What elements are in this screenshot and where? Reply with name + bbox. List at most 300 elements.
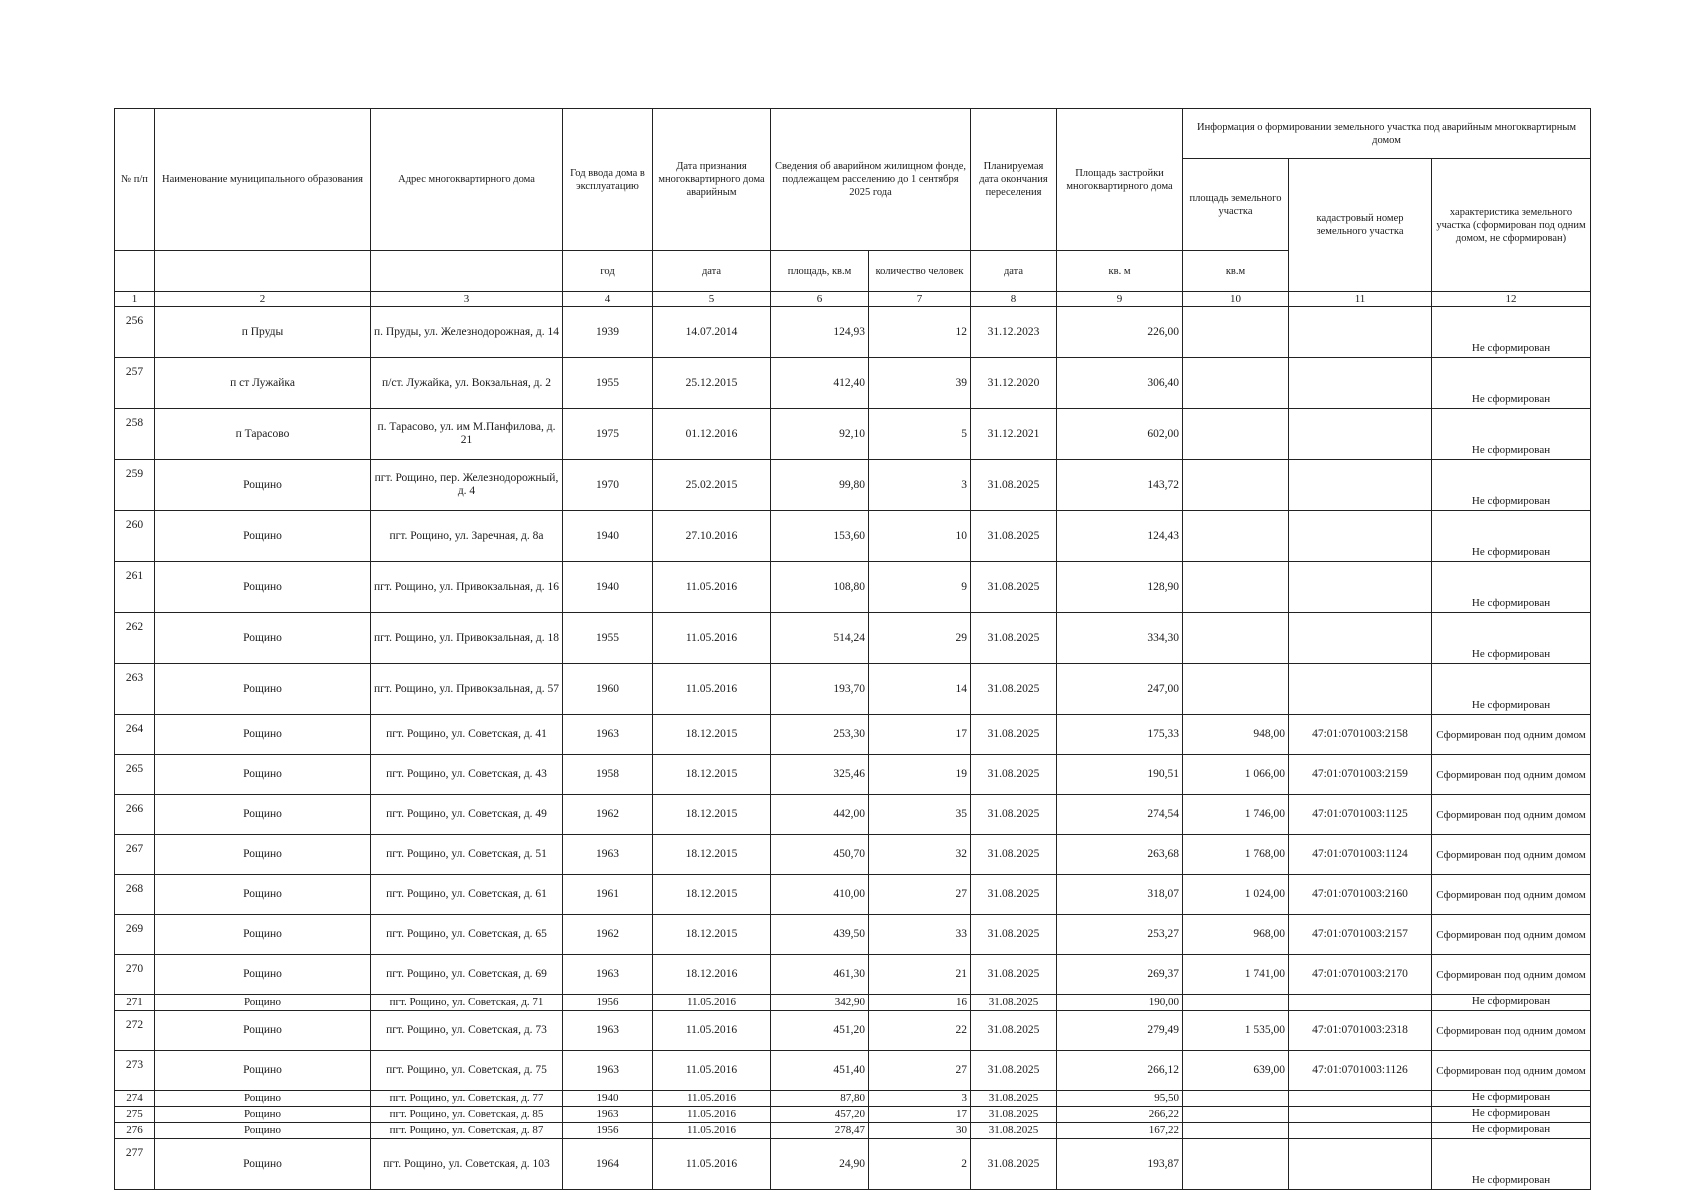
municipality-cell: Рощино (155, 1107, 371, 1123)
land-status-cell: Сформирован под одним домом (1432, 1011, 1591, 1051)
header-recognition-date: Дата признания многоквартирного дома аварийным (653, 109, 771, 251)
area-cell: 124,93 (771, 307, 869, 358)
building-area-cell: 143,72 (1057, 460, 1183, 511)
area-cell: 253,30 (771, 715, 869, 755)
column-number: 11 (1289, 292, 1432, 307)
document-sheet (114, 108, 1590, 1190)
header-land-info: Информация о формировании земельного участка под аварийным многоквартирным домом (1183, 109, 1591, 159)
land-area-cell: 1 741,00 (1183, 955, 1289, 995)
municipality-cell: Рощино (155, 915, 371, 955)
planned-date-cell: 31.08.2025 (971, 1051, 1057, 1091)
land-status-cell: Не сформирован (1432, 664, 1591, 715)
people-cell: 27 (869, 875, 971, 915)
cadastral-cell: 47:01:0701003:2170 (1289, 955, 1432, 995)
municipality-cell: Рощино (155, 995, 371, 1011)
recognition-date-cell: 11.05.2016 (653, 1011, 771, 1051)
people-cell: 14 (869, 664, 971, 715)
table-row (115, 715, 1591, 755)
area-cell: 514,24 (771, 613, 869, 664)
recognition-date-cell: 11.05.2016 (653, 1091, 771, 1107)
planned-date-cell: 31.08.2025 (971, 664, 1057, 715)
building-area-cell: 128,90 (1057, 562, 1183, 613)
area-cell: 193,70 (771, 664, 869, 715)
building-area-cell: 279,49 (1057, 1011, 1183, 1051)
address-cell: пгт. Рощино, ул. Советская, д. 69 (371, 955, 563, 995)
recognition-date-cell: 11.05.2016 (653, 1123, 771, 1139)
recognition-date-cell: 11.05.2016 (653, 613, 771, 664)
cadastral-cell: 47:01:0701003:2160 (1289, 875, 1432, 915)
cadastral-cell (1289, 358, 1432, 409)
column-number: 5 (653, 292, 771, 307)
land-status-cell: Сформирован под одним домом (1432, 835, 1591, 875)
column-number-row (115, 292, 1591, 307)
recognition-date-cell: 18.12.2016 (653, 955, 771, 995)
cadastral-cell: 47:01:0701003:1126 (1289, 1051, 1432, 1091)
land-status-cell: Сформирован под одним домом (1432, 955, 1591, 995)
address-cell: п. Тарасово, ул. им М.Панфилова, д. 21 (371, 409, 563, 460)
unit-people: количество человек (869, 251, 971, 292)
municipality-cell: Рощино (155, 835, 371, 875)
table-row (115, 995, 1591, 1011)
row-number: 257 (115, 358, 155, 409)
land-area-cell (1183, 995, 1289, 1011)
people-cell: 16 (869, 995, 971, 1011)
table-row (115, 511, 1591, 562)
cadastral-cell (1289, 1107, 1432, 1123)
header-year: Год ввода дома в эксплуатацию (563, 109, 653, 251)
address-cell: пгт. Рощино, ул. Советская, д. 85 (371, 1107, 563, 1123)
building-area-cell: 190,51 (1057, 755, 1183, 795)
land-status-cell: Сформирован под одним домом (1432, 875, 1591, 915)
address-cell: пгт. Рощино, ул. Привокзальная, д. 16 (371, 562, 563, 613)
row-number: 268 (115, 875, 155, 915)
land-status-cell: Сформирован под одним домом (1432, 715, 1591, 755)
area-cell: 439,50 (771, 915, 869, 955)
land-area-cell (1183, 1091, 1289, 1107)
land-status-cell: Не сформирован (1432, 358, 1591, 409)
area-cell: 457,20 (771, 1107, 869, 1123)
building-area-cell: 274,54 (1057, 795, 1183, 835)
address-cell: пгт. Рощино, ул. Советская, д. 65 (371, 915, 563, 955)
column-number: 2 (155, 292, 371, 307)
planned-date-cell: 31.08.2025 (971, 562, 1057, 613)
planned-date-cell: 31.12.2021 (971, 409, 1057, 460)
row-number: 263 (115, 664, 155, 715)
people-cell: 17 (869, 715, 971, 755)
people-cell: 19 (869, 755, 971, 795)
planned-date-cell: 31.08.2025 (971, 875, 1057, 915)
land-area-cell: 1 746,00 (1183, 795, 1289, 835)
municipality-cell: Рощино (155, 955, 371, 995)
header-land-characteristic: характеристика земельного участка (сформирован под одним домом, не сформирован) (1432, 159, 1591, 292)
address-cell: п. Пруды, ул. Железнодорожная, д. 14 (371, 307, 563, 358)
planned-date-cell: 31.12.2020 (971, 358, 1057, 409)
building-area-cell: 318,07 (1057, 875, 1183, 915)
building-area-cell: 266,22 (1057, 1107, 1183, 1123)
planned-date-cell: 31.08.2025 (971, 460, 1057, 511)
land-area-cell: 948,00 (1183, 715, 1289, 755)
municipality-cell: Рощино (155, 1139, 371, 1190)
land-area-cell (1183, 1123, 1289, 1139)
column-number: 4 (563, 292, 653, 307)
cadastral-cell: 47:01:0701003:2318 (1289, 1011, 1432, 1051)
municipality-cell: Рощино (155, 755, 371, 795)
cadastral-cell (1289, 664, 1432, 715)
land-area-cell (1183, 511, 1289, 562)
year-cell: 1958 (563, 755, 653, 795)
recognition-date-cell: 25.12.2015 (653, 358, 771, 409)
address-cell: пгт. Рощино, ул. Советская, д. 43 (371, 755, 563, 795)
table-row (115, 409, 1591, 460)
area-cell: 450,70 (771, 835, 869, 875)
unit-empty (155, 251, 371, 292)
table-row (115, 1123, 1591, 1139)
land-status-cell: Не сформирован (1432, 307, 1591, 358)
area-cell: 342,90 (771, 995, 869, 1011)
people-cell: 22 (869, 1011, 971, 1051)
table-row (115, 955, 1591, 995)
year-cell: 1940 (563, 562, 653, 613)
land-area-cell: 1 024,00 (1183, 875, 1289, 915)
row-number: 273 (115, 1051, 155, 1091)
row-number: 277 (115, 1139, 155, 1190)
people-cell: 21 (869, 955, 971, 995)
building-area-cell: 167,22 (1057, 1123, 1183, 1139)
column-number: 7 (869, 292, 971, 307)
municipality-cell: Рощино (155, 715, 371, 755)
area-cell: 412,40 (771, 358, 869, 409)
people-cell: 3 (869, 1091, 971, 1107)
planned-date-cell: 31.08.2025 (971, 511, 1057, 562)
people-cell: 9 (869, 562, 971, 613)
column-number: 10 (1183, 292, 1289, 307)
cadastral-cell (1289, 995, 1432, 1011)
cadastral-cell (1289, 1139, 1432, 1190)
header-municipality: Наименование муниципального образования (155, 109, 371, 251)
area-cell: 153,60 (771, 511, 869, 562)
land-area-cell: 1 768,00 (1183, 835, 1289, 875)
municipality-cell: Рощино (155, 875, 371, 915)
recognition-date-cell: 18.12.2015 (653, 715, 771, 755)
municipality-cell: Рощино (155, 1123, 371, 1139)
municipality-cell: п Тарасово (155, 409, 371, 460)
year-cell: 1960 (563, 664, 653, 715)
address-cell: пгт. Рощино, ул. Советская, д. 61 (371, 875, 563, 915)
municipality-cell: Рощино (155, 613, 371, 664)
building-area-cell: 247,00 (1057, 664, 1183, 715)
planned-date-cell: 31.08.2025 (971, 1107, 1057, 1123)
people-cell: 35 (869, 795, 971, 835)
recognition-date-cell: 18.12.2015 (653, 875, 771, 915)
recognition-date-cell: 11.05.2016 (653, 664, 771, 715)
cadastral-cell (1289, 307, 1432, 358)
land-status-cell: Не сформирован (1432, 1091, 1591, 1107)
people-cell: 12 (869, 307, 971, 358)
row-number: 272 (115, 1011, 155, 1051)
area-cell: 325,46 (771, 755, 869, 795)
building-area-cell: 175,33 (1057, 715, 1183, 755)
table-header (115, 109, 1591, 307)
row-number: 256 (115, 307, 155, 358)
table-row (115, 358, 1591, 409)
land-status-cell: Не сформирован (1432, 1139, 1591, 1190)
building-area-cell: 602,00 (1057, 409, 1183, 460)
recognition-date-cell: 27.10.2016 (653, 511, 771, 562)
unit-land-area: кв.м (1183, 251, 1289, 292)
table-row (115, 1139, 1591, 1190)
people-cell: 17 (869, 1107, 971, 1123)
unit-empty (371, 251, 563, 292)
unit-year: год (563, 251, 653, 292)
planned-date-cell: 31.08.2025 (971, 1011, 1057, 1051)
people-cell: 3 (869, 460, 971, 511)
planned-date-cell: 31.08.2025 (971, 835, 1057, 875)
year-cell: 1970 (563, 460, 653, 511)
land-status-cell: Не сформирован (1432, 562, 1591, 613)
table-row (115, 562, 1591, 613)
municipality-cell: п Пруды (155, 307, 371, 358)
area-cell: 461,30 (771, 955, 869, 995)
address-cell: пгт. Рощино, ул. Советская, д. 73 (371, 1011, 563, 1051)
people-cell: 32 (869, 835, 971, 875)
row-number: 265 (115, 755, 155, 795)
row-number: 274 (115, 1091, 155, 1107)
row-number: 266 (115, 795, 155, 835)
year-cell: 1964 (563, 1139, 653, 1190)
recognition-date-cell: 18.12.2015 (653, 835, 771, 875)
recognition-date-cell: 18.12.2015 (653, 755, 771, 795)
recognition-date-cell: 18.12.2015 (653, 795, 771, 835)
column-number: 3 (371, 292, 563, 307)
land-area-cell: 639,00 (1183, 1051, 1289, 1091)
municipality-cell: Рощино (155, 511, 371, 562)
header-land-area: площадь земельного участка (1183, 159, 1289, 251)
header-address: Адрес многоквартирного дома (371, 109, 563, 251)
planned-date-cell: 31.12.2023 (971, 307, 1057, 358)
year-cell: 1955 (563, 358, 653, 409)
table-row (115, 1091, 1591, 1107)
municipality-cell: Рощино (155, 460, 371, 511)
area-cell: 87,80 (771, 1091, 869, 1107)
land-area-cell (1183, 409, 1289, 460)
land-area-cell: 1 066,00 (1183, 755, 1289, 795)
land-status-cell: Не сформирован (1432, 995, 1591, 1011)
row-number: 270 (115, 955, 155, 995)
year-cell: 1940 (563, 1091, 653, 1107)
table-row (115, 664, 1591, 715)
table-row (115, 307, 1591, 358)
year-cell: 1963 (563, 715, 653, 755)
header-num: № п/п (115, 109, 155, 251)
land-status-cell: Не сформирован (1432, 460, 1591, 511)
year-cell: 1963 (563, 1051, 653, 1091)
people-cell: 39 (869, 358, 971, 409)
header-cadastral: кадастровый номер земельного участка (1289, 159, 1432, 292)
row-number: 269 (115, 915, 155, 955)
address-cell: пгт. Рощино, ул. Советская, д. 41 (371, 715, 563, 755)
recognition-date-cell: 11.05.2016 (653, 1139, 771, 1190)
header-planned-date: Планируемая дата окончания переселения (971, 109, 1057, 251)
building-area-cell: 190,00 (1057, 995, 1183, 1011)
land-area-cell (1183, 1139, 1289, 1190)
building-area-cell: 193,87 (1057, 1139, 1183, 1190)
table-row (115, 755, 1591, 795)
address-cell: пгт. Рощино, ул. Привокзальная, д. 18 (371, 613, 563, 664)
year-cell: 1940 (563, 511, 653, 562)
address-cell: пгт. Рощино, ул. Советская, д. 77 (371, 1091, 563, 1107)
column-number: 9 (1057, 292, 1183, 307)
address-cell: пгт. Рощино, ул. Заречная, д. 8а (371, 511, 563, 562)
table-row (115, 875, 1591, 915)
address-cell: пгт. Рощино, ул. Советская, д. 103 (371, 1139, 563, 1190)
address-cell: пгт. Рощино, ул. Привокзальная, д. 57 (371, 664, 563, 715)
unit-planned-date: дата (971, 251, 1057, 292)
building-area-cell: 266,12 (1057, 1051, 1183, 1091)
land-area-cell: 968,00 (1183, 915, 1289, 955)
row-number: 259 (115, 460, 155, 511)
planned-date-cell: 31.08.2025 (971, 915, 1057, 955)
land-area-cell (1183, 460, 1289, 511)
year-cell: 1963 (563, 1011, 653, 1051)
land-status-cell: Сформирован под одним домом (1432, 795, 1591, 835)
area-cell: 410,00 (771, 875, 869, 915)
planned-date-cell: 31.08.2025 (971, 755, 1057, 795)
recognition-date-cell: 18.12.2015 (653, 915, 771, 955)
planned-date-cell: 31.08.2025 (971, 955, 1057, 995)
cadastral-cell (1289, 562, 1432, 613)
planned-date-cell: 31.08.2025 (971, 1123, 1057, 1139)
year-cell: 1963 (563, 955, 653, 995)
recognition-date-cell: 14.07.2014 (653, 307, 771, 358)
cadastral-cell: 47:01:0701003:2158 (1289, 715, 1432, 755)
people-cell: 29 (869, 613, 971, 664)
land-status-cell: Сформирован под одним домом (1432, 1051, 1591, 1091)
year-cell: 1963 (563, 1107, 653, 1123)
cadastral-cell (1289, 613, 1432, 664)
row-number: 271 (115, 995, 155, 1011)
people-cell: 33 (869, 915, 971, 955)
building-area-cell: 263,68 (1057, 835, 1183, 875)
recognition-date-cell: 11.05.2016 (653, 1107, 771, 1123)
row-number: 267 (115, 835, 155, 875)
address-cell: пгт. Рощино, пер. Железнодорожный, д. 4 (371, 460, 563, 511)
planned-date-cell: 31.08.2025 (971, 1091, 1057, 1107)
land-area-cell (1183, 307, 1289, 358)
year-cell: 1939 (563, 307, 653, 358)
building-area-cell: 124,43 (1057, 511, 1183, 562)
municipality-cell: Рощино (155, 1091, 371, 1107)
municipality-cell: Рощино (155, 795, 371, 835)
area-cell: 92,10 (771, 409, 869, 460)
address-cell: пгт. Рощино, ул. Советская, д. 75 (371, 1051, 563, 1091)
address-cell: п/ст. Лужайка, ул. Вокзальная, д. 2 (371, 358, 563, 409)
year-cell: 1962 (563, 915, 653, 955)
land-area-cell (1183, 1107, 1289, 1123)
municipality-cell: Рощино (155, 1011, 371, 1051)
municipality-cell: Рощино (155, 562, 371, 613)
land-area-cell (1183, 664, 1289, 715)
planned-date-cell: 31.08.2025 (971, 1139, 1057, 1190)
table-row (115, 795, 1591, 835)
column-number: 1 (115, 292, 155, 307)
table-body (115, 307, 1591, 1190)
unit-area: площадь, кв.м (771, 251, 869, 292)
land-area-cell (1183, 358, 1289, 409)
people-cell: 27 (869, 1051, 971, 1091)
people-cell: 2 (869, 1139, 971, 1190)
land-status-cell: Сформирован под одним домом (1432, 755, 1591, 795)
land-status-cell: Не сформирован (1432, 1123, 1591, 1139)
column-number: 6 (771, 292, 869, 307)
cadastral-cell (1289, 1091, 1432, 1107)
people-cell: 30 (869, 1123, 971, 1139)
address-cell: пгт. Рощино, ул. Советская, д. 71 (371, 995, 563, 1011)
land-area-cell (1183, 613, 1289, 664)
unit-building-area: кв. м (1057, 251, 1183, 292)
area-cell: 24,90 (771, 1139, 869, 1190)
column-number: 12 (1432, 292, 1591, 307)
land-status-cell: Не сформирован (1432, 409, 1591, 460)
table-row (115, 835, 1591, 875)
land-status-cell: Сформирован под одним домом (1432, 915, 1591, 955)
unit-recognition-date: дата (653, 251, 771, 292)
year-cell: 1956 (563, 995, 653, 1011)
recognition-date-cell: 11.05.2016 (653, 995, 771, 1011)
year-cell: 1962 (563, 795, 653, 835)
address-cell: пгт. Рощино, ул. Советская, д. 51 (371, 835, 563, 875)
area-cell: 108,80 (771, 562, 869, 613)
recognition-date-cell: 01.12.2016 (653, 409, 771, 460)
land-area-cell: 1 535,00 (1183, 1011, 1289, 1051)
cadastral-cell (1289, 511, 1432, 562)
municipality-cell: Рощино (155, 664, 371, 715)
year-cell: 1975 (563, 409, 653, 460)
table-row (115, 460, 1591, 511)
planned-date-cell: 31.08.2025 (971, 995, 1057, 1011)
year-cell: 1955 (563, 613, 653, 664)
land-status-cell: Не сформирован (1432, 613, 1591, 664)
row-number: 258 (115, 409, 155, 460)
cadastral-cell (1289, 409, 1432, 460)
recognition-date-cell: 25.02.2015 (653, 460, 771, 511)
emergency-housing-table (114, 108, 1591, 1190)
municipality-cell: п ст Лужайка (155, 358, 371, 409)
land-status-cell: Не сформирован (1432, 1107, 1591, 1123)
building-area-cell: 253,27 (1057, 915, 1183, 955)
table-row (115, 915, 1591, 955)
table-row (115, 1051, 1591, 1091)
area-cell: 451,40 (771, 1051, 869, 1091)
address-cell: пгт. Рощино, ул. Советская, д. 87 (371, 1123, 563, 1139)
recognition-date-cell: 11.05.2016 (653, 1051, 771, 1091)
building-area-cell: 334,30 (1057, 613, 1183, 664)
cadastral-cell (1289, 1123, 1432, 1139)
row-number: 276 (115, 1123, 155, 1139)
area-cell: 278,47 (771, 1123, 869, 1139)
people-cell: 5 (869, 409, 971, 460)
year-cell: 1961 (563, 875, 653, 915)
cadastral-cell: 47:01:0701003:1124 (1289, 835, 1432, 875)
area-cell: 442,00 (771, 795, 869, 835)
cadastral-cell: 47:01:0701003:2159 (1289, 755, 1432, 795)
planned-date-cell: 31.08.2025 (971, 715, 1057, 755)
people-cell: 10 (869, 511, 971, 562)
area-cell: 451,20 (771, 1011, 869, 1051)
table-row (115, 1011, 1591, 1051)
building-area-cell: 95,50 (1057, 1091, 1183, 1107)
cadastral-cell (1289, 460, 1432, 511)
year-cell: 1963 (563, 835, 653, 875)
